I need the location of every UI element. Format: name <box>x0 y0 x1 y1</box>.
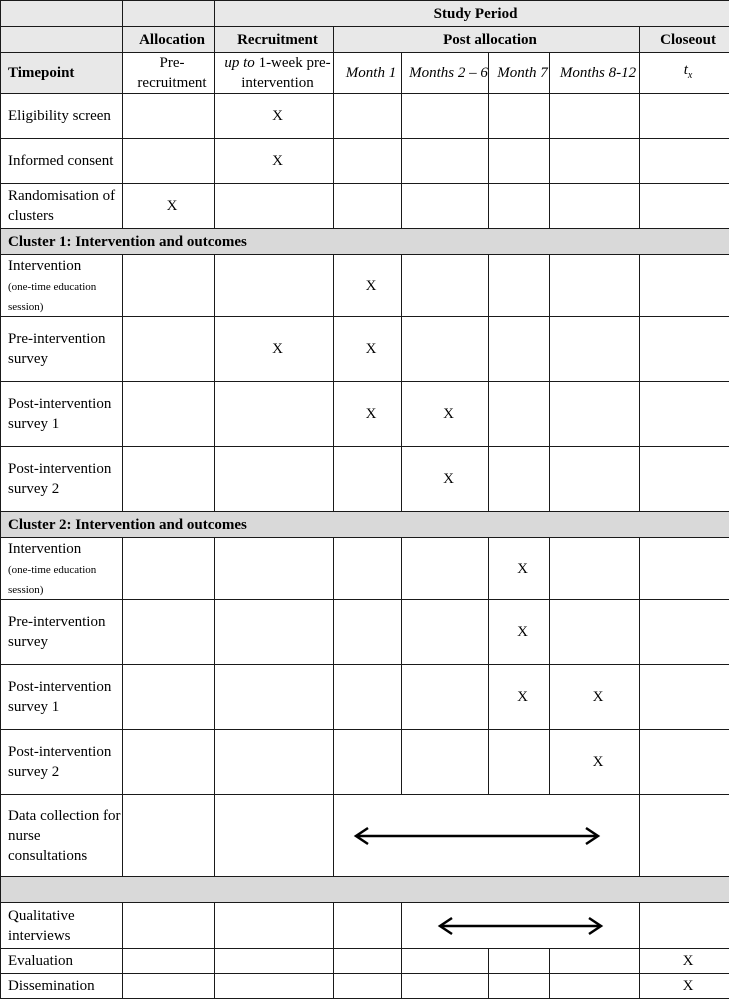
empty-cell <box>402 184 489 229</box>
empty-cell <box>489 949 550 974</box>
double-arrow-icon <box>402 903 640 949</box>
x-mark: X <box>402 382 489 447</box>
row-c2-post-survey-1 <box>1 665 729 730</box>
row-label: Dissemination <box>1 974 123 999</box>
x-mark: X <box>489 600 550 665</box>
x-mark: X <box>123 184 215 229</box>
empty-cell <box>402 255 489 317</box>
empty-cell <box>334 447 402 512</box>
empty-cell <box>123 139 215 184</box>
empty-cell <box>215 949 334 974</box>
x-mark: X <box>215 139 334 184</box>
empty-cell <box>215 538 334 600</box>
timepoint-header: Timepoint <box>1 53 123 94</box>
empty-cell <box>402 730 489 795</box>
row-label: Post-intervention survey 1 <box>1 382 123 447</box>
empty-cell <box>489 317 550 382</box>
section-cluster-2 <box>1 512 729 538</box>
row-label: Post-intervention survey 1 <box>1 665 123 730</box>
row-c1-post-survey-2 <box>1 447 729 512</box>
col-month-1: Month 1 <box>334 53 402 94</box>
empty-cell <box>334 974 402 999</box>
intervention-label: Intervention <box>8 258 81 274</box>
row-label: Pre-intervention survey <box>1 600 123 665</box>
empty-cell <box>489 974 550 999</box>
double-arrow-icon <box>334 795 640 877</box>
empty-cell <box>215 665 334 730</box>
empty-cell <box>334 903 402 949</box>
tx-subscript: x <box>688 70 692 81</box>
empty-cell <box>402 317 489 382</box>
empty-cell <box>489 139 550 184</box>
row-c1-intervention <box>1 255 729 317</box>
empty-cell <box>640 184 729 229</box>
row-label: Evaluation <box>1 949 123 974</box>
empty-cell <box>123 949 215 974</box>
x-mark: X <box>402 447 489 512</box>
header-row-study-period <box>1 1 729 27</box>
empty-cell <box>402 949 489 974</box>
empty-cell <box>550 949 640 974</box>
empty-cell <box>489 255 550 317</box>
empty-cell <box>215 795 334 877</box>
study-period-header: Study Period <box>215 1 729 27</box>
data-collection-span <box>334 795 640 877</box>
header-row-timepoints <box>1 53 729 94</box>
section-title: Cluster 2: Intervention and outcomes <box>1 512 729 538</box>
empty-cell <box>215 600 334 665</box>
empty-cell <box>123 730 215 795</box>
empty-cell <box>123 903 215 949</box>
section-title: Cluster 1: Intervention and outcomes <box>1 229 729 255</box>
x-mark: X <box>640 949 729 974</box>
row-label: Informed consent <box>1 139 123 184</box>
row-qualitative-interviews <box>1 903 729 949</box>
row-informed-consent <box>1 139 729 184</box>
tx-label: t <box>684 62 688 78</box>
empty-cell <box>123 447 215 512</box>
empty-cell <box>640 665 729 730</box>
x-mark: X <box>550 665 640 730</box>
row-c2-post-survey-2 <box>1 730 729 795</box>
empty-cell <box>334 730 402 795</box>
col-months-2-6: Months 2 – 6 <box>402 53 489 94</box>
empty-cell <box>550 600 640 665</box>
x-mark: X <box>489 665 550 730</box>
x-mark: X <box>215 317 334 382</box>
empty-cell <box>550 974 640 999</box>
empty-cell <box>215 903 334 949</box>
row-c1-pre-survey <box>1 317 729 382</box>
col-pre-recruitment: Pre-recruitment <box>123 53 215 94</box>
empty-cell <box>402 94 489 139</box>
empty-cell <box>123 600 215 665</box>
row-data-collection <box>1 795 729 877</box>
empty-cell <box>123 382 215 447</box>
empty-cell <box>402 139 489 184</box>
empty-cell <box>489 382 550 447</box>
allocation-header: Allocation <box>123 27 215 53</box>
empty-cell <box>640 538 729 600</box>
empty-cell <box>334 600 402 665</box>
row-c1-post-survey-1 <box>1 382 729 447</box>
header-row-phases <box>1 27 729 53</box>
row-eligibility-screen <box>1 94 729 139</box>
empty-cell <box>334 184 402 229</box>
row-label <box>1 255 123 317</box>
header-blank-cell <box>1 1 123 27</box>
empty-cell <box>550 447 640 512</box>
recruitment-window-text: 1-week pre-intervention <box>241 55 330 91</box>
empty-cell <box>640 255 729 317</box>
empty-cell <box>402 665 489 730</box>
empty-cell <box>215 447 334 512</box>
recruitment-emphasis: up to <box>224 55 254 71</box>
empty-cell <box>402 600 489 665</box>
empty-cell <box>489 184 550 229</box>
empty-cell <box>550 382 640 447</box>
empty-cell <box>550 255 640 317</box>
header-blank-cell <box>123 1 215 27</box>
empty-cell <box>640 795 729 877</box>
x-mark: X <box>550 730 640 795</box>
qualitative-span <box>402 903 640 949</box>
x-mark: X <box>334 317 402 382</box>
empty-cell <box>123 94 215 139</box>
empty-cell <box>215 255 334 317</box>
x-mark: X <box>215 94 334 139</box>
row-c2-intervention <box>1 538 729 600</box>
empty-cell <box>640 382 729 447</box>
post-allocation-header: Post allocation <box>334 27 640 53</box>
empty-cell <box>123 255 215 317</box>
empty-cell <box>489 94 550 139</box>
empty-cell <box>123 665 215 730</box>
empty-cell <box>640 903 729 949</box>
empty-cell <box>123 317 215 382</box>
empty-cell <box>215 382 334 447</box>
empty-cell <box>402 538 489 600</box>
row-evaluation <box>1 949 729 974</box>
closeout-header: Closeout <box>640 27 729 53</box>
empty-cell <box>334 94 402 139</box>
row-label: Pre-intervention survey <box>1 317 123 382</box>
empty-cell <box>334 665 402 730</box>
x-mark: X <box>489 538 550 600</box>
empty-cell <box>489 447 550 512</box>
col-closeout-tx <box>640 53 729 94</box>
spacer-cell <box>1 877 729 903</box>
x-mark: X <box>640 974 729 999</box>
col-months-8-12: Months 8-12 <box>550 53 640 94</box>
x-mark: X <box>334 382 402 447</box>
empty-cell <box>550 317 640 382</box>
empty-cell <box>123 538 215 600</box>
empty-cell <box>334 538 402 600</box>
empty-cell <box>402 974 489 999</box>
empty-cell <box>215 730 334 795</box>
row-randomisation <box>1 184 729 229</box>
row-dissemination <box>1 974 729 999</box>
empty-cell <box>640 139 729 184</box>
empty-cell <box>334 139 402 184</box>
empty-cell <box>489 730 550 795</box>
recruitment-header: Recruitment <box>215 27 334 53</box>
row-label: Post-intervention survey 2 <box>1 730 123 795</box>
empty-cell <box>640 94 729 139</box>
row-c2-pre-survey <box>1 600 729 665</box>
empty-cell <box>640 600 729 665</box>
empty-cell <box>550 139 640 184</box>
empty-cell <box>215 974 334 999</box>
col-month-7: Month 7 <box>489 53 550 94</box>
empty-cell <box>550 94 640 139</box>
empty-cell <box>640 447 729 512</box>
intervention-label: Intervention <box>8 541 81 557</box>
header-blank-cell <box>1 27 123 53</box>
section-spacer <box>1 877 729 903</box>
row-label: Data collection for nurse consultations <box>1 795 123 877</box>
empty-cell <box>123 974 215 999</box>
empty-cell <box>550 184 640 229</box>
x-mark: X <box>334 255 402 317</box>
section-cluster-1 <box>1 229 729 255</box>
row-label <box>1 538 123 600</box>
row-label: Qualitative interviews <box>1 903 123 949</box>
empty-cell <box>215 184 334 229</box>
empty-cell <box>334 949 402 974</box>
intervention-note: (one-time education session) <box>8 564 96 596</box>
row-label: Eligibility screen <box>1 94 123 139</box>
row-label: Randomisation of clusters <box>1 184 123 229</box>
empty-cell <box>640 317 729 382</box>
empty-cell <box>640 730 729 795</box>
row-label: Post-intervention survey 2 <box>1 447 123 512</box>
empty-cell <box>550 538 640 600</box>
empty-cell <box>123 795 215 877</box>
intervention-note: (one-time education session) <box>8 281 96 313</box>
col-recruitment-window <box>215 53 334 94</box>
